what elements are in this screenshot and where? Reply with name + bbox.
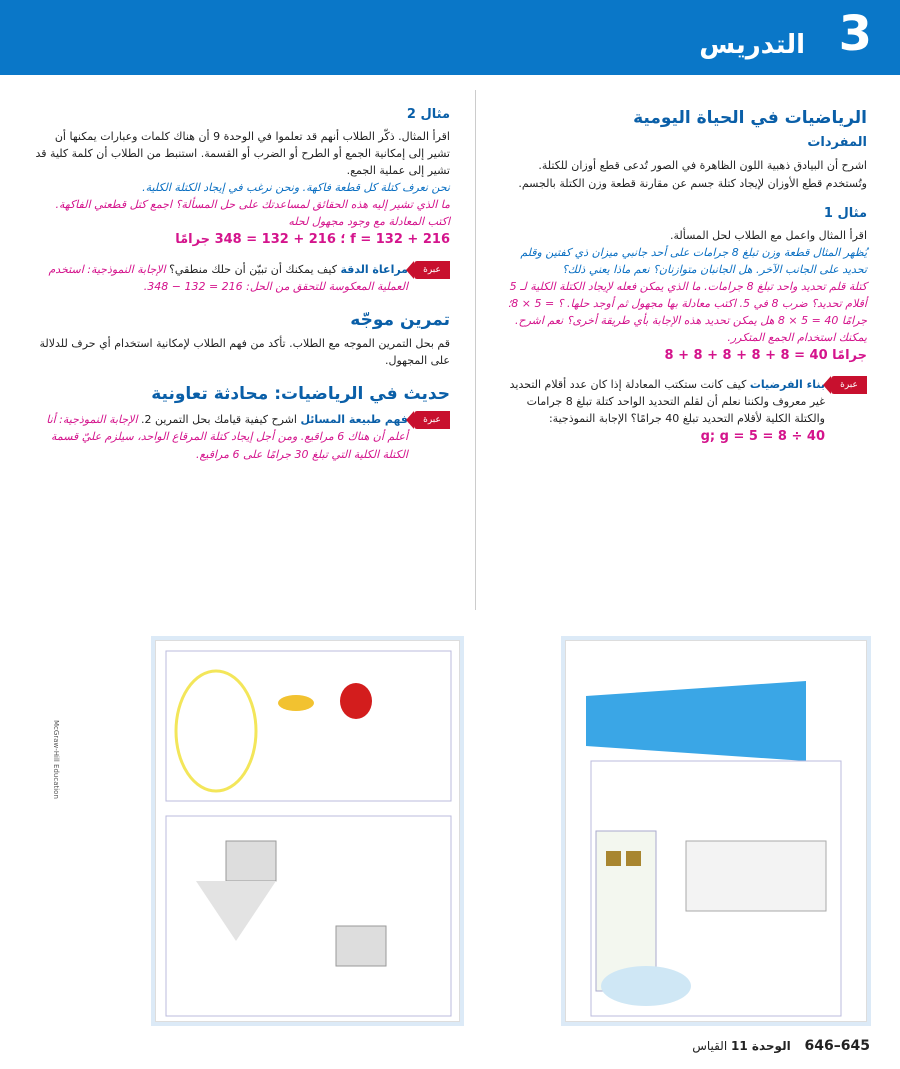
example2-answer: ما الذي تشير إليه هذه الحقائق لمساعدتك على حل المسألة؟ اجمع كتل قطعتي الفاكهة. اكتب المعادلة مع وجود مجهول لحله: [55, 198, 450, 229]
page-footer: [692, 1038, 870, 1054]
math-talk-title: حديث في الرياضيات: محادثة تعاونية: [151, 384, 450, 405]
side-credit: McGraw-Hill Education: [52, 720, 60, 799]
example1-question: يُظهر المثال قطعة وزن تبلغ 8 جرامات على أحد جانبي ميزان ذي كفتين وقلم تحديد على الجانب الآخر. هل الجانبان متوازنان؟ نعم ماذا يعني ذلك؟: [520, 245, 867, 276]
unit-name: القياس: [692, 1039, 728, 1053]
example2-text: اقرأ المثال. ذكّر الطلاب أنهم قد تعلموا في الوحدة 9 أن هناك كلمات وعبارات يمكنها أن تشير إلى إمكانية الجمع أو الطرح أو الضرب أو القسمة. استنبط من الطلاب أن كلمة كلية قد تشير إلى عملية الجمع.: [35, 130, 450, 178]
example2-question: نحن نعرف كتلة كل قطعة فاكهة. ونحن نرغب في إيجاد الكتلة الكلية.: [142, 181, 450, 195]
example1-equation: جرامًا 40 = 8 + 8 + 8 + 8 + 8: [664, 348, 867, 364]
page-numbers: 645–646: [804, 1038, 870, 1054]
tip-understanding: [30, 411, 450, 462]
column-divider: [475, 90, 476, 610]
tip-question: اشرح كيفية قيامك بحل التمرين 2.: [141, 413, 297, 427]
chapter-header: [0, 0, 900, 75]
example2-equation: 216 + 132 = f ؛ 216 + 132 = 348 جرامًا: [175, 232, 450, 248]
example1-intro: اقرأ المثال واعمل مع الطلاب لحل المسألة.: [669, 228, 867, 242]
tip-precision: [30, 261, 450, 295]
example2-title: مثال 2: [406, 107, 450, 122]
chapter-number: 3: [838, 6, 872, 62]
guided-practice-title: تمرين موجّه: [350, 309, 450, 330]
left-column: [30, 105, 450, 463]
vocab-text: اشرح أن البيادق ذهبية اللون الظاهرة في الصور تُدعى قطع أوزان للكتلة. وتُستخدم قطع الأوزان لإيجاد كتلة جسم عن مقارنة قطعة وزن الكتلة بالجسم.: [518, 159, 867, 190]
unit-label: الوحدة 11: [731, 1039, 791, 1053]
chapter-title: التدريس: [699, 30, 805, 60]
tip-question: كيف يمكنك أن تبيّن أن حلك منطقي؟: [169, 262, 337, 276]
right-column: [495, 105, 867, 447]
tip-lead: بناء الفرضيات: [749, 378, 825, 392]
tip-answer: الإجابة النموذجية: استخدم العملية المعكوسة للتحقق من الحل: 216 = 132 − 348.: [48, 262, 408, 293]
guided-practice-text: قم بحل التمرين الموجه مع الطلاب. تأكد من فهم الطلاب لإمكانية استخدام أي حرف للدلالة على المجهول.: [39, 337, 450, 368]
student-page-thumbnail-right: [565, 640, 867, 1022]
tip-lead: فهم طبيعة المسائل: [300, 413, 408, 427]
student-page-thumbnail-left: [155, 640, 460, 1022]
student-page-illustration: [156, 641, 461, 1023]
tip-badge: عبرة: [414, 411, 450, 429]
tip-answer: الإجابة النموذجية: أنا أعلم أن هناك 6 مراقيع. ومن أجل إيجاد كتلة المرقاع الواحد، سيلزم عليّ قسمة الكتلة الكلية التي تبلغ 30 جرامًا على 6 مراقيع.: [46, 413, 408, 461]
example1-title: مثال 1: [823, 205, 867, 221]
tip-lead: مراعاة الدقة: [340, 262, 408, 276]
tip-hypothesis: [495, 376, 867, 447]
tip-text: كيف كانت ستكتب المعادلة إذا كان عدد أقلام التحديد غير معروف ولكننا نعلم أن لقلم التحديد الواحد كتلة تبلغ 8 جرامات والكتلة الكلية لأقلام التحديد تبلغ 40 جرامًا؟ الإجابة النموذجية:: [509, 378, 825, 426]
tip-equation: 40 ÷ 8 = g; g = 5: [700, 429, 825, 445]
tip-badge: عبرة: [414, 261, 450, 279]
student-page-illustration: [566, 641, 868, 1023]
tip-badge: عبرة: [831, 376, 867, 394]
vocab-title: المفردات: [807, 135, 867, 151]
section-title-daily-math: الرياضيات في الحياة اليومية: [633, 108, 867, 128]
example1-answer: كتلة قلم تحديد واحد تبلغ 8 جرامات. ما الذي يمكن فعله لإيجاد الكتلة الكلية لـ 5 أقلام تحديد؟ ضرب 8 في 5. اكتب معادلة بها مجهول ثم أوجد حلها. ؟ = 5 × 8؛ جرامًا 40 = 5 × 8 هل يمكن تحديد هذه الإجابة بأي طريقة أخرى؟ نعم اشرح. يمكنك استخدام الجمع المتكرر.: [507, 279, 867, 344]
